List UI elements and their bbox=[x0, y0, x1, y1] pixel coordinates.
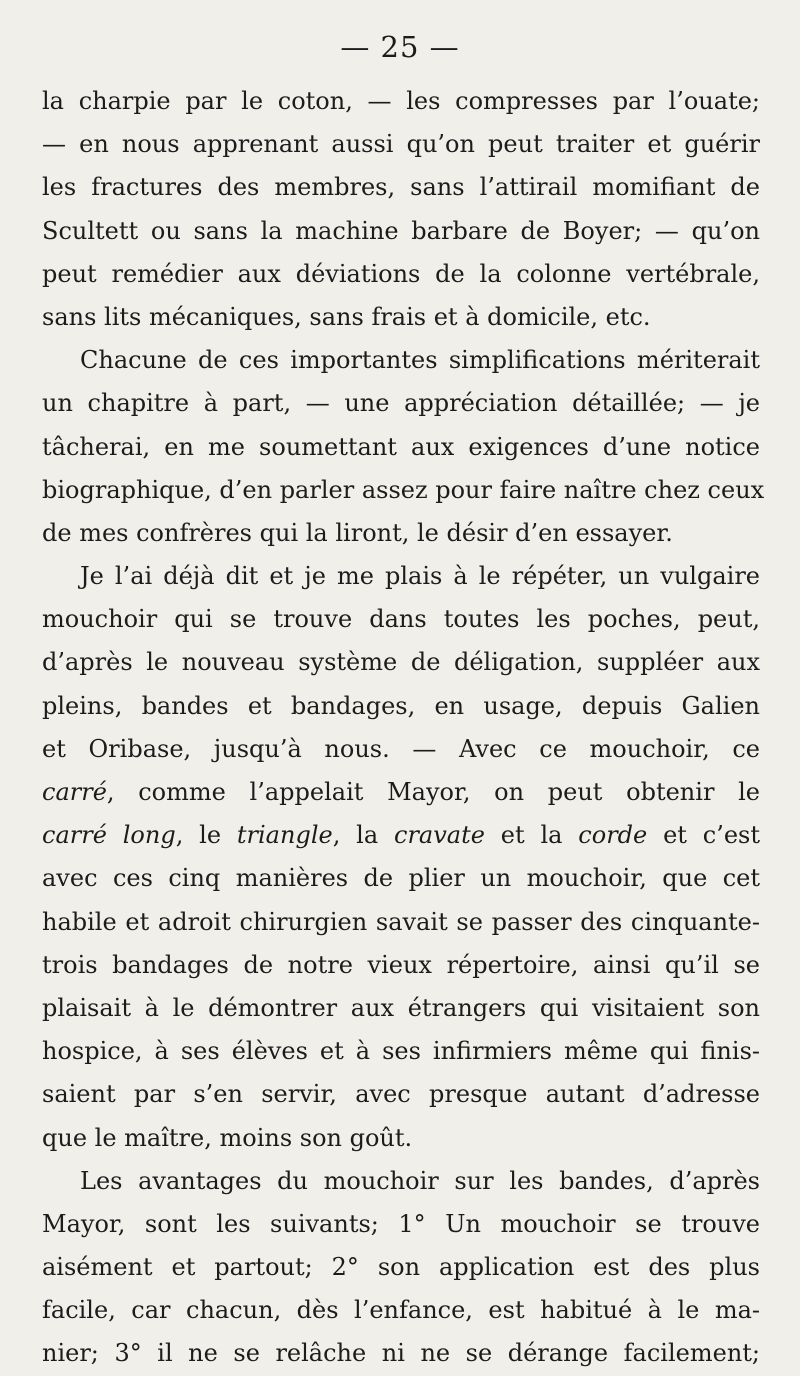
text-line bbox=[42, 512, 760, 555]
text-segment: avec ces cinq manières de plier un mouchoir, que cet bbox=[42, 864, 760, 893]
text-line bbox=[42, 1203, 760, 1246]
text-segment: Les avantages du mouchoir sur les bandes, d’après bbox=[80, 1166, 760, 1195]
text-line bbox=[42, 555, 760, 598]
text-line bbox=[42, 426, 760, 469]
text-line bbox=[42, 166, 760, 209]
text-segment: et la bbox=[484, 821, 579, 850]
text-segment: que le maître, moins son goût. bbox=[42, 1123, 413, 1152]
text-line bbox=[42, 1332, 760, 1375]
text-line bbox=[42, 901, 760, 944]
text-line bbox=[42, 641, 760, 684]
text-segment: Scultett ou sans la machine barbare de Boyer; — qu’on bbox=[42, 216, 760, 245]
body-text bbox=[42, 80, 765, 1376]
text-segment: sans lits mécaniques, sans frais et à domicile, etc. bbox=[42, 302, 651, 331]
page-number: — 25 — bbox=[340, 30, 460, 64]
text-line bbox=[42, 1117, 760, 1160]
text-segment: , la bbox=[332, 821, 394, 850]
text-line bbox=[42, 944, 760, 987]
text-line bbox=[42, 339, 760, 382]
text-line bbox=[42, 382, 760, 425]
italic-term: carré long bbox=[42, 821, 176, 850]
text-line bbox=[42, 598, 760, 641]
text-line bbox=[42, 1030, 760, 1073]
text-line bbox=[42, 210, 760, 253]
italic-term: cravate bbox=[394, 821, 485, 850]
text-segment: facile, car chacun, dès l’enfance, est habitué à le ma- bbox=[42, 1296, 760, 1325]
text-line bbox=[42, 253, 760, 296]
text-line bbox=[42, 1160, 760, 1203]
italic-term: triangle bbox=[236, 821, 333, 850]
text-segment: hospice, à ses élèves et à ses infirmiers même qui finis- bbox=[42, 1037, 760, 1066]
text-segment: un chapitre à part, — une appréciation détaillée; — je bbox=[42, 389, 760, 418]
text-segment: , comme l’appelait Mayor, on peut obtenir le bbox=[106, 778, 760, 806]
text-line bbox=[42, 1289, 760, 1332]
text-segment: tâcherai, en me soumettant aux exigences d’une notice bbox=[42, 432, 760, 461]
text-segment: Chacune de ces importantes simplifications mériterait bbox=[80, 346, 760, 375]
text-segment: nier; 3° il ne se relâche ni ne se dérange facilement; bbox=[42, 1339, 760, 1368]
text-line bbox=[42, 1246, 760, 1289]
text-segment: de mes confrères qui la liront, le désir d’en essayer. bbox=[42, 518, 673, 547]
text-segment: les fractures des membres, sans l’attirail momifiant de bbox=[42, 173, 760, 202]
text-segment: , le bbox=[175, 821, 237, 850]
text-line bbox=[42, 469, 765, 512]
text-line bbox=[42, 857, 760, 900]
text-line bbox=[42, 123, 760, 166]
text-segment: Mayor, sont les suivants; 1° Un mouchoir se trouve bbox=[42, 1209, 760, 1238]
text-segment: — en nous apprenant aussi qu’on peut traiter et guérir bbox=[42, 130, 760, 159]
text-segment: aisément et partout; 2° son application est des plus bbox=[42, 1253, 760, 1282]
text-segment: biographique, d’en parler assez pour faire naître chez ceux bbox=[42, 475, 765, 504]
text-line bbox=[42, 80, 760, 123]
text-segment: plaisait à le démontrer aux étrangers qui visitaient son bbox=[42, 993, 760, 1022]
text-segment: peut remédier aux déviations de la colonne vertébrale, bbox=[42, 259, 760, 288]
text-segment: Je l’ai déjà dit et je me plais à le répéter, un vulgaire bbox=[80, 562, 760, 591]
text-segment: la charpie par le coton, — les compresses par l’ouate; bbox=[42, 87, 760, 115]
text-segment: mouchoir qui se trouve dans toutes les poches, peut, bbox=[42, 605, 760, 634]
text-line bbox=[42, 987, 760, 1030]
text-segment: et c’est bbox=[647, 821, 760, 850]
text-segment: pleins, bandes et bandages, en usage, depuis Galien bbox=[42, 691, 760, 720]
text-line bbox=[42, 1073, 760, 1116]
text-segment: d’après le nouveau système de déligation, suppléer aux bbox=[42, 648, 760, 677]
text-segment: habile et adroit chirurgien savait se passer des cinquante- bbox=[42, 907, 760, 936]
text-segment: et Oribase, jusqu’à nous. — Avec ce mouchoir, ce bbox=[42, 734, 760, 763]
text-line bbox=[42, 728, 760, 771]
text-line bbox=[42, 771, 760, 814]
italic-term: carré bbox=[42, 778, 107, 806]
text-line bbox=[42, 296, 760, 339]
text-line bbox=[42, 685, 760, 728]
italic-term: corde bbox=[578, 821, 648, 850]
text-line bbox=[42, 814, 760, 857]
text-segment: trois bandages de notre vieux répertoire, ainsi qu’il se bbox=[42, 950, 760, 979]
text-segment: saient par s’en servir, avec presque autant d’adresse bbox=[42, 1080, 760, 1109]
